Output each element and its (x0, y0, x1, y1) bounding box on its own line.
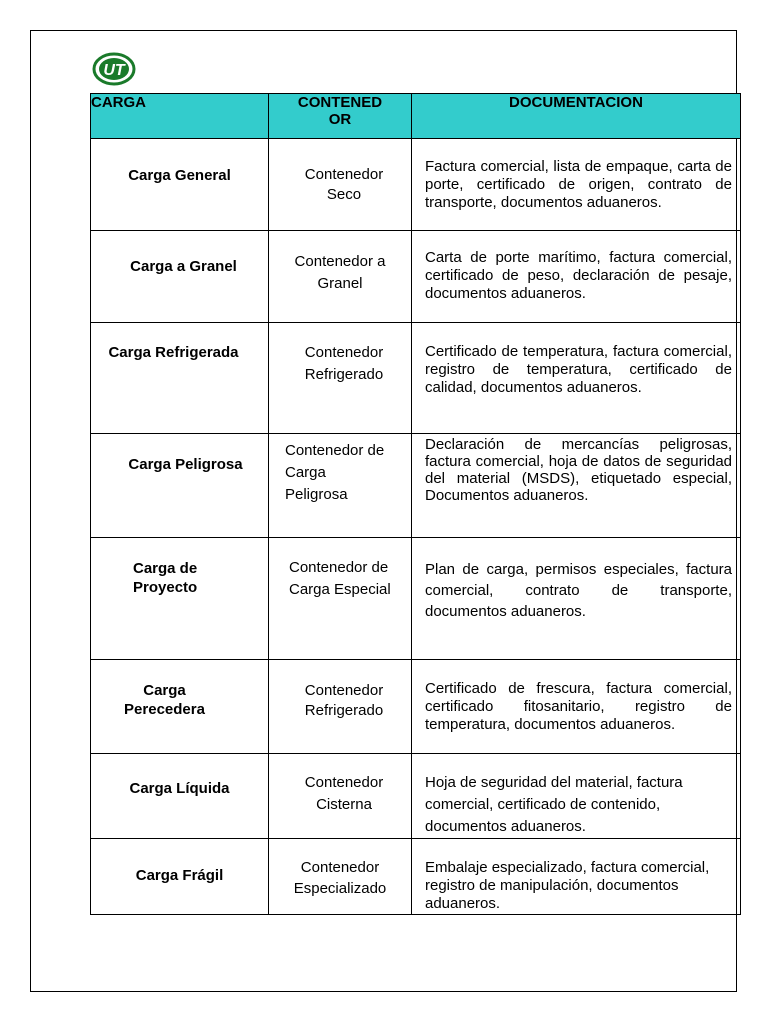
cell-contenedor: Contenedor de Carga Especial (269, 538, 412, 660)
table-row (91, 323, 741, 434)
ut-logo-icon (92, 52, 136, 86)
cell-contenedor: Contenedor Refrigerado (269, 323, 412, 434)
table-row (91, 139, 741, 231)
cell-carga: Carga Peligrosa (91, 434, 269, 538)
table-row (91, 660, 741, 754)
cell-carga: Carga Líquida (91, 754, 269, 839)
cell-documentacion: Factura comercial, lista de empaque, carta de porte, certificado de origen, contrato de transporte, documentos aduaneros. (412, 139, 741, 231)
table-row (91, 434, 741, 538)
cell-carga: Carga General (91, 139, 269, 231)
table-row (91, 839, 741, 915)
cell-documentacion: Embalaje especializado, factura comercial, registro de manipulación, documentos aduaneros. (412, 839, 741, 915)
header-documentacion: DOCUMENTACION (412, 94, 741, 139)
cell-carga: Carga Refrigerada (91, 323, 269, 434)
cell-contenedor: Contenedor de Carga Peligrosa (269, 434, 412, 538)
header-carga: CARGA (91, 94, 269, 139)
cell-documentacion: Plan de carga, permisos especiales, factura comercial, contrato de transporte, documentos aduaneros. (412, 538, 741, 660)
cell-carga: Carga a Granel (91, 231, 269, 323)
cell-carga: Carga de Proyecto (91, 538, 269, 660)
table-row (91, 754, 741, 839)
cell-contenedor: Contenedor Especializado (269, 839, 412, 915)
cell-documentacion: Carta de porte marítimo, factura comercial, certificado de peso, declaración de pesaje, documentos aduaneros. (412, 231, 741, 323)
cell-contenedor: Contenedor a Granel (269, 231, 412, 323)
cell-carga: Carga Frágil (91, 839, 269, 915)
cargo-documentation-table (90, 93, 741, 915)
cell-documentacion: Certificado de temperatura, factura comercial, registro de temperatura, certificado de calidad, documentos aduaneros. (412, 323, 741, 434)
cell-contenedor: Contenedor Seco (269, 139, 412, 231)
cell-documentacion: Hoja de seguridad del material, factura comercial, certificado de contenido, documentos aduaneros. (412, 754, 741, 839)
cell-contenedor: Contenedor Cisterna (269, 754, 412, 839)
table-row (91, 231, 741, 323)
table-header-row (91, 94, 741, 139)
cell-carga: Carga Perecedera (91, 660, 269, 754)
header-contenedor: CONTENED OR (269, 94, 412, 139)
cell-documentacion: Certificado de frescura, factura comercial, certificado fitosanitario, registro de temperatura, documentos aduaneros. (412, 660, 741, 754)
svg-text:UT: UT (103, 62, 125, 79)
cell-documentacion: Declaración de mercancías peligrosas, factura comercial, hoja de datos de seguridad del material (MSDS), etiquetado especial, Documentos aduaneros. (412, 434, 741, 538)
cell-contenedor: Contenedor Refrigerado (269, 660, 412, 754)
table-row (91, 538, 741, 660)
